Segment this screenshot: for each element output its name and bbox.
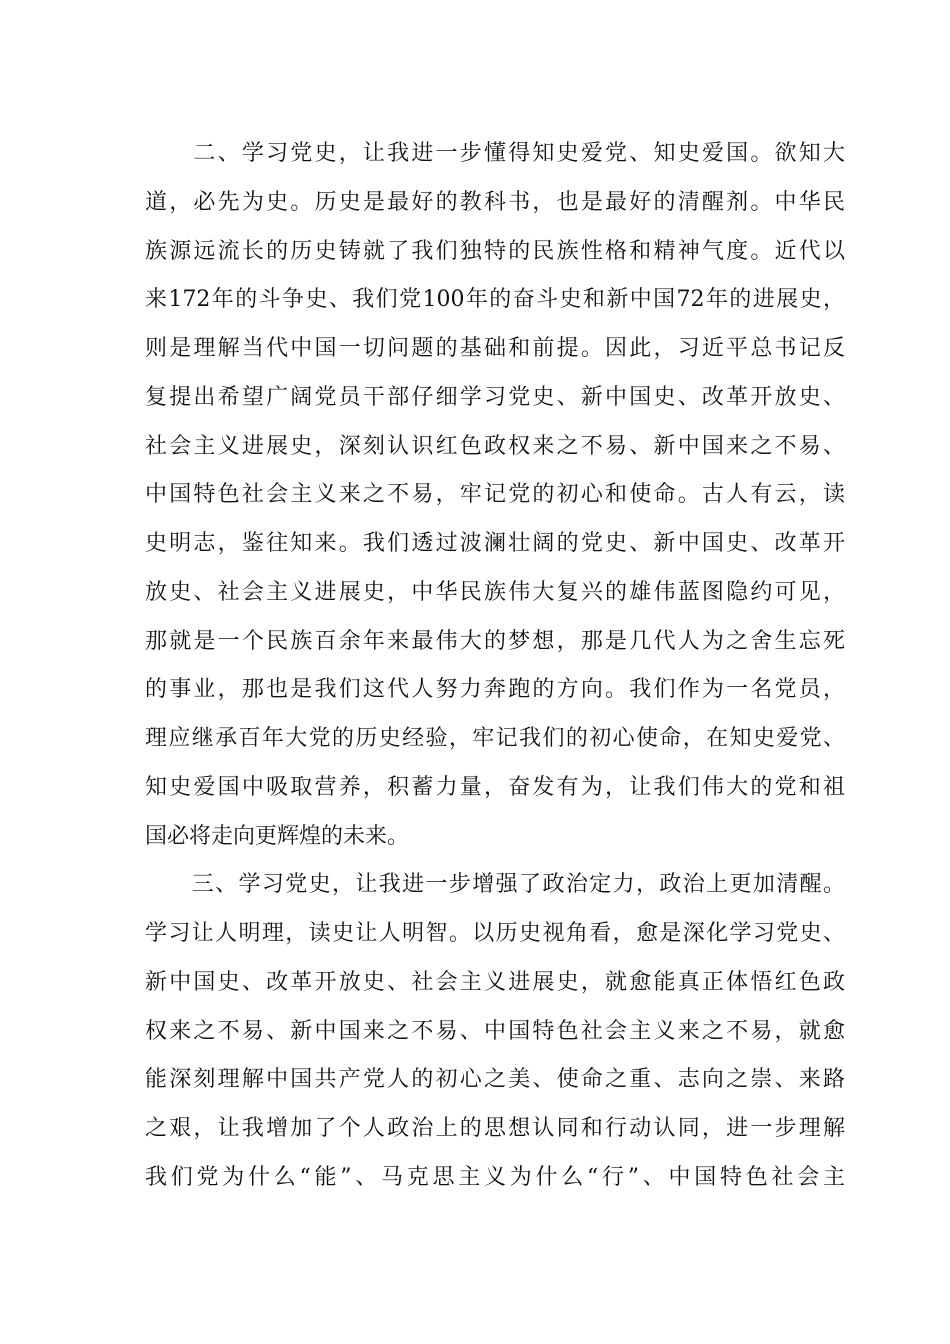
- paragraph-2-line-10: 放史、社会主义进展史，中华民族伟大复兴的雄伟蓝图隐约可见，: [145, 579, 845, 605]
- paragraph-2-line-6: 复提出希望广阔党员干部仔细学习党史、新中国史、改革开放史、: [145, 384, 845, 410]
- paragraph-3-line-4: 权来之不易、新中国来之不易、中国特色社会主义来之不易，就愈: [145, 1018, 845, 1044]
- paragraph-2-line-3: 族源远流长的历史铸就了我们独特的民族性格和精神气度。近代以: [145, 238, 845, 264]
- paragraph-2-line-11: 那就是一个民族百余年来最伟大的梦想，那是几代人为之舍生忘死: [145, 628, 845, 654]
- paragraph-2-line-8: 中国特色社会主义来之不易，牢记党的初心和使命。古人有云，读: [145, 482, 845, 508]
- paragraph-3-line-6: 之艰，让我增加了个人政治上的思想认同和行动认同，进一步理解: [145, 1116, 845, 1141]
- paragraph-2-line-7: 社会主义进展史，深刻认识红色政权来之不易、新中国来之不易、: [145, 433, 845, 459]
- paragraph-2-line-14: 知史爱国中吸取营养，积蓄力量，奋发有为，让我们伟大的党和祖: [145, 774, 845, 800]
- paragraph-3-line-2: 学习让人明理，读史让人明智。以历史视角看，愈是深化学习党史、: [145, 921, 845, 946]
- paragraph-2-line-5: 则是理解当代中国一切问题的基础和前提。因此，习近平总书记反: [145, 336, 845, 361]
- paragraph-3-line-7: 我们党为什么“能”、马克思主义为什么“行”、中国特色社会主: [145, 1164, 845, 1190]
- paragraph-2-line-4: 来172年的斗争史、我们党100年的奋斗史和新中国72年的进展史，: [145, 287, 845, 313]
- paragraph-2-line-1: 二、学习党史，让我进一步懂得知史爱党、知史爱国。欲知大: [145, 141, 845, 166]
- paragraph-3-line-5: 能深刻理解中国共产党人的初心之美、使命之重、志向之崇、来路: [145, 1067, 845, 1093]
- paragraph-2-line-15: 国必将走向更辉煌的未来。: [145, 823, 410, 849]
- paragraph-3-line-3: 新中国史、改革开放史、社会主义进展史，就愈能真正体悟红色政: [145, 969, 845, 995]
- document-body: [145, 134, 845, 1207]
- paragraph-2-line-2: 道，必先为史。历史是最好的教科书，也是最好的清醒剂。中华民: [145, 189, 845, 215]
- paragraph-2-line-12: 的事业，那也是我们这代人努力奔跑的方向。我们作为一名党员，: [145, 677, 845, 703]
- paragraph-2-line-9: 史明志，鉴往知来。我们透过波澜壮阔的党史、新中国史、改革开: [145, 531, 845, 556]
- paragraph-2-line-13: 理应继承百年大党的历史经验，牢记我们的初心使命，在知史爱党、: [145, 726, 845, 751]
- paragraph-3-line-1: 三、学习党史，让我进一步增强了政治定力，政治上更加清醒。: [145, 872, 845, 898]
